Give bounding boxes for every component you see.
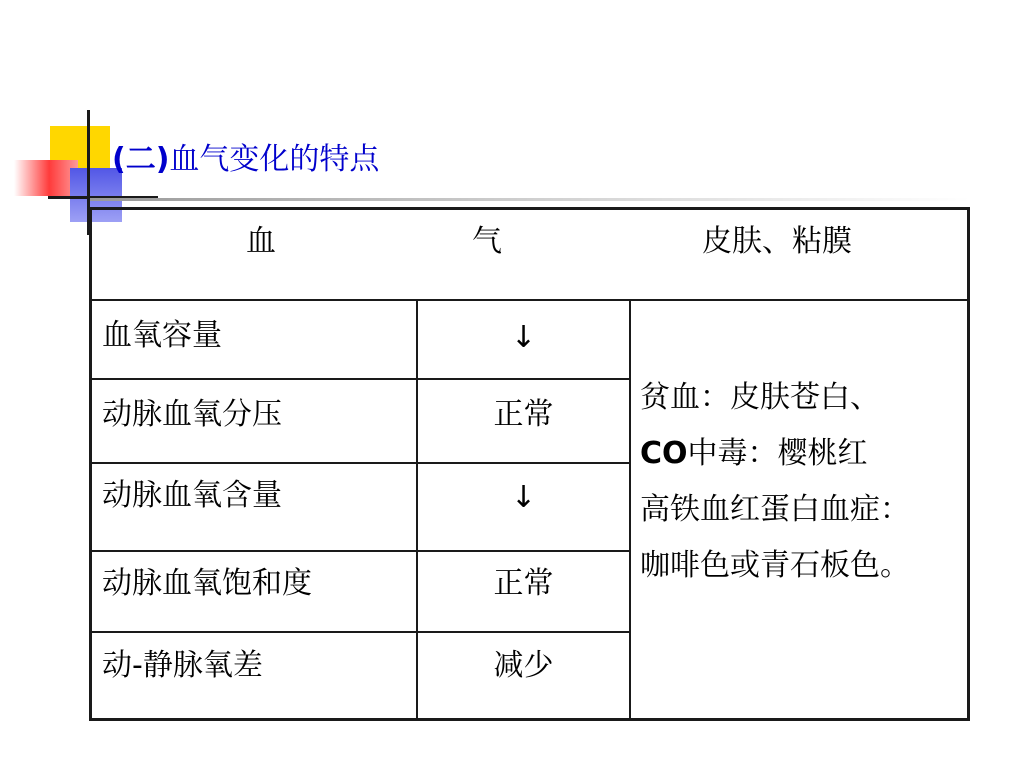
co-rest: 中毒：樱桃红 <box>687 436 868 471</box>
row-divider <box>92 550 631 552</box>
skin-line-color: 咖啡色或青石板色。 <box>640 548 910 583</box>
row-label-arterial-po2: 动脉血氧分压 <box>102 397 282 432</box>
blood-gas-table <box>89 207 970 721</box>
row-divider <box>92 462 631 464</box>
title-underline <box>90 198 970 201</box>
header-gas: 气 <box>472 224 502 259</box>
row-value-oxygen-capacity: ↓ <box>510 320 537 355</box>
row-value-arterial-po2: 正常 <box>493 397 554 432</box>
row-divider <box>92 378 631 380</box>
title-prefix: (二) <box>112 142 170 177</box>
skin-line-co <box>640 426 910 482</box>
slide-title <box>112 134 379 178</box>
co-label: CO <box>640 436 688 471</box>
skin-line-anemia: 贫血：皮肤苍白、 <box>640 380 880 415</box>
row-divider <box>92 631 631 633</box>
row-label-oxygen-capacity: 血氧容量 <box>102 318 222 353</box>
header-skin-mucosa: 皮肤、粘膜 <box>702 224 852 259</box>
row-label-arterial-saturation: 动脉血氧饱和度 <box>102 566 312 601</box>
row-label-arterial-o2-content: 动脉血氧含量 <box>102 478 282 513</box>
title-text: 血气变化的特点 <box>169 142 380 177</box>
row-value-arterial-o2-content: ↓ <box>510 480 537 515</box>
decor-red-bar <box>14 160 78 196</box>
row-value-arterial-saturation: 正常 <box>493 566 554 601</box>
row-value-av-difference: 减少 <box>493 648 554 683</box>
header-divider <box>92 299 967 301</box>
skin-mucosa-cell <box>640 370 910 594</box>
column-divider-2 <box>629 299 631 718</box>
skin-line-methemoglobin: 高铁血红蛋白血症： <box>640 492 910 527</box>
header-blood: 血 <box>246 224 276 259</box>
row-label-av-difference: 动-静脉氧差 <box>102 648 263 683</box>
